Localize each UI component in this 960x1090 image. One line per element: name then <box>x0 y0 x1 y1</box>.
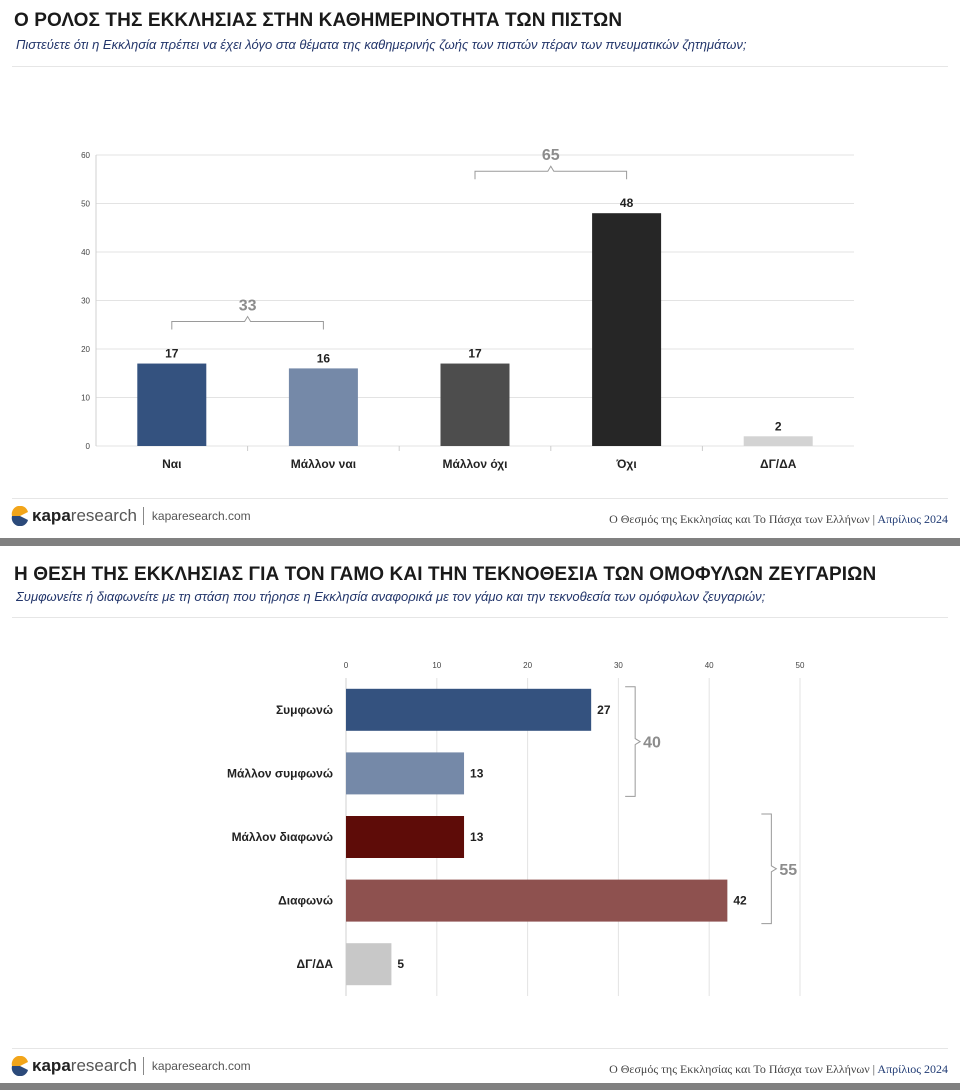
y-tick-label: 50 <box>81 199 90 209</box>
y-tick-label: 10 <box>81 393 90 403</box>
group-total-label: 55 <box>779 861 798 879</box>
header-divider <box>12 66 948 67</box>
data-label: 17 <box>165 346 179 361</box>
group-total-label: 65 <box>541 147 560 165</box>
slide-church-role <box>0 0 960 540</box>
group-total-label: 40 <box>643 734 661 752</box>
footer-date: Απρίλιος 2024 <box>877 512 948 526</box>
data-label: 42 <box>733 893 747 908</box>
footer-date: Απρίλιος 2024 <box>877 1062 948 1076</box>
x-tick-label: 20 <box>523 661 533 670</box>
y-tick-label: Μάλλον διαφωνώ <box>231 830 333 844</box>
chart1-title: Ο ΡΟΛΟΣ ΤΗΣ ΕΚΚΛΗΣΙΑΣ ΣΤΗΝ ΚΑΘΗΜΕΡΙΝΟΤΗΤΑ ΤΩΝ ΠΙΣΤΩΝ <box>14 10 623 31</box>
y-tick-label: Μάλλον συμφωνώ <box>227 766 333 781</box>
x-tick-label: 0 <box>343 661 349 670</box>
kapa-research-logo <box>10 506 251 526</box>
group-bracket <box>172 317 324 330</box>
y-tick-label: 40 <box>81 248 90 257</box>
bar <box>137 364 206 446</box>
header-divider <box>12 617 948 618</box>
y-tick-label: Διαφωνώ <box>278 893 333 908</box>
data-label: 13 <box>470 766 484 781</box>
chart2-horizontal-bar-chart <box>0 650 960 1040</box>
footer-study-info <box>609 512 948 527</box>
x-tick-label: Ναι <box>162 457 182 471</box>
x-tick-label: Όχι <box>616 457 637 471</box>
bar <box>441 364 510 446</box>
group-bracket <box>625 687 640 797</box>
slide-separator <box>0 1083 960 1090</box>
chart2-title: Η ΘΕΣΗ ΤΗΣ ΕΚΚΛΗΣΙΑΣ ΓΙΑ ΤΟΝ ΓΑΜΟ ΚΑΙ ΤΗΝ ΤΕΚΝΟΘΕΣΙΑ ΤΩΝ ΟΜΟΦΥΛΩΝ ΖΕΥΓΑΡΙΩΝ <box>14 564 877 585</box>
kapa-logo-icon <box>10 1056 32 1076</box>
x-tick-label: ΔΓ/ΔΑ <box>759 457 797 471</box>
chart1-subtitle: Πιστεύετε ότι η Εκκλησία πρέπει να έχει λόγο στα θέματα της καθημερινής ζωής των πιστών πέραν των πνευματικών ζητημάτων; <box>16 37 747 52</box>
footer-study-info <box>609 1062 948 1077</box>
footer-study: Ο Θεσμός της Εκκλησίας και Το Πάσχα των Ελλήνων <box>609 1062 870 1076</box>
data-label: 5 <box>397 957 405 972</box>
data-label: 2 <box>774 419 782 434</box>
data-label: 17 <box>468 346 482 361</box>
footer-url: kaparesearch.com <box>151 509 251 523</box>
y-tick-label: 30 <box>81 296 90 306</box>
footer-divider <box>12 498 948 499</box>
slide-separator <box>0 538 960 546</box>
data-label: 16 <box>316 351 331 366</box>
data-label: 13 <box>470 830 484 844</box>
group-bracket <box>475 166 627 179</box>
bar <box>346 752 464 794</box>
footer-divider <box>12 1048 948 1049</box>
x-tick-label: 40 <box>704 661 714 670</box>
bar <box>289 368 358 446</box>
footer-separator: | <box>872 1062 876 1076</box>
logo-bold-text: κapa <box>32 1056 71 1075</box>
y-tick-label: 0 <box>85 442 90 451</box>
footer <box>0 1050 960 1086</box>
logo-rest-text: research <box>70 506 137 525</box>
bar <box>592 213 661 446</box>
group-total-label: 33 <box>238 297 257 315</box>
bar <box>346 880 727 922</box>
x-tick-label: Μάλλον όχι <box>442 457 508 471</box>
footer <box>0 500 960 536</box>
x-tick-label: 50 <box>795 661 805 670</box>
footer-separator: | <box>872 512 876 526</box>
y-tick-label: 20 <box>81 345 90 354</box>
chart1-vertical-bar-chart <box>0 80 960 500</box>
footer-url: kaparesearch.com <box>151 1059 251 1073</box>
slide-same-sex-stance <box>0 546 960 1082</box>
bar <box>346 816 464 858</box>
bar <box>744 436 813 446</box>
chart2-subtitle: Συμφωνείτε ή διαφωνείτε με τη στάση που τήρησε η Εκκλησία αναφορικά με τον γάμο και την τεκνοθεσία των ομόφυλων ζευγαριών; <box>16 589 766 604</box>
footer-study: Ο Θεσμός της Εκκλησίας και Το Πάσχα των Ελλήνων <box>609 512 870 526</box>
logo-bold-text: κapa <box>32 506 71 525</box>
bar <box>346 689 591 731</box>
group-bracket <box>761 814 776 924</box>
logo-rest-text: research <box>70 1056 137 1075</box>
y-tick-label: 60 <box>81 151 90 160</box>
data-label: 48 <box>619 196 634 211</box>
kapa-logo-icon <box>10 506 32 526</box>
y-tick-label: ΔΓ/ΔΑ <box>296 957 333 972</box>
x-tick-label: 10 <box>432 661 442 670</box>
data-label: 27 <box>597 702 611 717</box>
x-tick-label: 30 <box>613 661 623 670</box>
bar <box>346 943 391 985</box>
kapa-research-logo <box>10 1056 251 1076</box>
y-tick-label: Συμφωνώ <box>275 702 333 717</box>
x-tick-label: Μάλλον ναι <box>290 457 357 471</box>
